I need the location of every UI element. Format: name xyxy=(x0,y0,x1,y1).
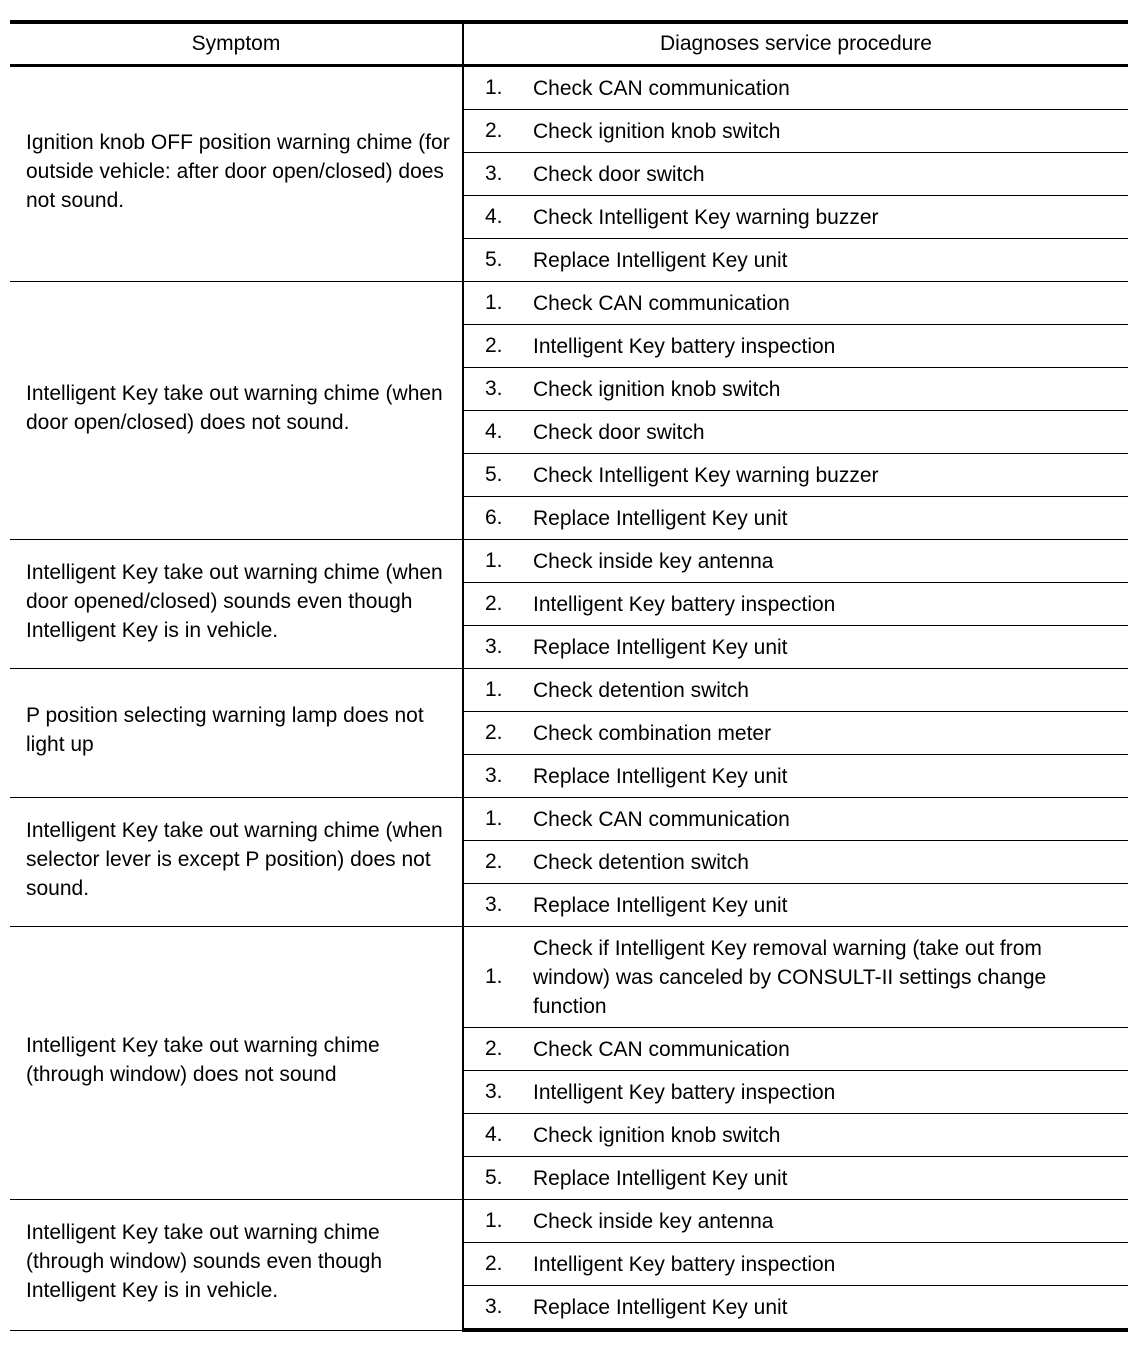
step-number: 5. xyxy=(485,1166,503,1189)
procedure-step-cell xyxy=(463,927,1128,1028)
procedure-step-cell xyxy=(463,196,1128,239)
procedure-step-cell xyxy=(463,669,1128,712)
step-text: Replace Intelligent Key unit xyxy=(533,1166,788,1190)
step-number: 2. xyxy=(485,119,503,142)
table-row xyxy=(10,1200,1128,1243)
symptom-cell: Intelligent Key take out warning chime (through window) sounds even though Intelligent Key is in vehicle. xyxy=(10,1200,463,1331)
step-number: 2. xyxy=(485,334,503,357)
step-number: 1. xyxy=(485,76,503,99)
step-text: Check inside key antenna xyxy=(533,549,774,573)
procedure-step xyxy=(464,712,1128,754)
step-text: Check CAN communication xyxy=(533,1037,790,1061)
step-number: 1. xyxy=(485,678,503,701)
procedure-step xyxy=(464,1243,1128,1285)
procedure-step xyxy=(464,153,1128,195)
step-number: 1. xyxy=(485,1209,503,1232)
step-number: 1. xyxy=(485,807,503,830)
procedure-step xyxy=(464,583,1128,625)
step-text: Intelligent Key battery inspection xyxy=(533,592,836,616)
procedure-step-cell xyxy=(463,1243,1128,1286)
step-number: 5. xyxy=(485,248,503,271)
symptom-cell: Intelligent Key take out warning chime (when door open/closed) does not sound. xyxy=(10,282,463,540)
symptom-cell: Intelligent Key take out warning chime (when door opened/closed) sounds even though Intelligent Key is in vehicle. xyxy=(10,540,463,669)
table-header-row xyxy=(10,22,1128,66)
step-number: 1. xyxy=(485,965,503,988)
step-text: Replace Intelligent Key unit xyxy=(533,248,788,272)
procedure-step-cell xyxy=(463,497,1128,540)
step-text: Check combination meter xyxy=(533,721,772,745)
procedure-step xyxy=(464,884,1128,926)
step-number: 4. xyxy=(485,205,503,228)
procedure-step xyxy=(464,1286,1128,1328)
procedure-step-cell xyxy=(463,884,1128,927)
procedure-step-cell xyxy=(463,239,1128,282)
step-number: 6. xyxy=(485,506,503,529)
step-text: Replace Intelligent Key unit xyxy=(533,893,788,917)
symptom-diagnosis-table xyxy=(10,20,1128,1332)
step-text: Check door switch xyxy=(533,420,705,444)
step-text: Replace Intelligent Key unit xyxy=(533,506,788,530)
step-text: Intelligent Key battery inspection xyxy=(533,1080,836,1104)
symptom-cell: Ignition knob OFF position warning chime (for outside vehicle: after door open/closed) does not sound. xyxy=(10,66,463,282)
step-text: Check if Intelligent Key removal warning (take out from window) was canceled by CONSULT-II settings change function xyxy=(533,936,1047,1018)
step-number: 2. xyxy=(485,1252,503,1275)
procedure-step xyxy=(464,927,1128,1027)
procedure-step-cell xyxy=(463,411,1128,454)
step-text: Check detention switch xyxy=(533,850,749,874)
step-text: Check inside key antenna xyxy=(533,1209,774,1233)
table-row xyxy=(10,66,1128,110)
procedure-step-cell xyxy=(463,583,1128,626)
procedure-step-cell xyxy=(463,712,1128,755)
symptom-cell: Intelligent Key take out warning chime (when selector lever is except P position) does not sound. xyxy=(10,798,463,927)
procedure-step-cell xyxy=(463,66,1128,110)
step-number: 2. xyxy=(485,850,503,873)
diagnosis-table-container xyxy=(10,20,1128,1332)
step-number: 1. xyxy=(485,291,503,314)
procedure-step-cell xyxy=(463,626,1128,669)
step-text: Check CAN communication xyxy=(533,807,790,831)
procedure-step xyxy=(464,325,1128,367)
procedure-step-cell xyxy=(463,540,1128,583)
table-row xyxy=(10,927,1128,1028)
procedure-step xyxy=(464,540,1128,582)
procedure-step xyxy=(464,368,1128,410)
step-number: 3. xyxy=(485,377,503,400)
procedure-step xyxy=(464,1157,1128,1199)
procedure-step-cell xyxy=(463,368,1128,411)
procedure-step xyxy=(464,282,1128,324)
procedure-step-cell xyxy=(463,841,1128,884)
table-body xyxy=(10,66,1128,1331)
step-text: Intelligent Key battery inspection xyxy=(533,334,836,358)
step-text: Check ignition knob switch xyxy=(533,119,781,143)
procedure-step-cell xyxy=(463,110,1128,153)
step-text: Check detention switch xyxy=(533,678,749,702)
step-text: Replace Intelligent Key unit xyxy=(533,764,788,788)
procedure-step xyxy=(464,239,1128,281)
table-row xyxy=(10,282,1128,325)
procedure-step-cell xyxy=(463,454,1128,497)
procedure-step-cell xyxy=(463,1114,1128,1157)
step-number: 3. xyxy=(485,1295,503,1318)
symptom-cell: P position selecting warning lamp does not light up xyxy=(10,669,463,798)
procedure-step-cell xyxy=(463,1028,1128,1071)
symptom-cell: Intelligent Key take out warning chime (through window) does not sound xyxy=(10,927,463,1200)
step-text: Check ignition knob switch xyxy=(533,1123,781,1147)
procedure-step xyxy=(464,196,1128,238)
procedure-column-header: Diagnoses service procedure xyxy=(660,32,932,55)
step-text: Check door switch xyxy=(533,162,705,186)
procedure-step xyxy=(464,411,1128,453)
procedure-step-cell xyxy=(463,153,1128,196)
symptom-column-header: Symptom xyxy=(10,22,463,66)
step-text: Check CAN communication xyxy=(533,76,790,100)
procedure-step xyxy=(464,841,1128,883)
step-text: Check CAN communication xyxy=(533,291,790,315)
step-number: 4. xyxy=(485,420,503,443)
procedure-step xyxy=(464,669,1128,711)
procedure-step xyxy=(464,1114,1128,1156)
procedure-step xyxy=(464,454,1128,496)
step-number: 3. xyxy=(485,1080,503,1103)
procedure-step-cell xyxy=(463,1286,1128,1331)
procedure-step-cell xyxy=(463,282,1128,325)
procedure-step xyxy=(464,755,1128,797)
table-row xyxy=(10,798,1128,841)
step-number: 2. xyxy=(485,592,503,615)
table-row xyxy=(10,540,1128,583)
step-text: Replace Intelligent Key unit xyxy=(533,1295,788,1319)
procedure-step xyxy=(464,1071,1128,1113)
procedure-step xyxy=(464,798,1128,840)
step-number: 3. xyxy=(485,162,503,185)
procedure-step-cell xyxy=(463,798,1128,841)
procedure-step-cell xyxy=(463,1200,1128,1243)
procedure-step xyxy=(464,1028,1128,1070)
step-text: Intelligent Key battery inspection xyxy=(533,1252,836,1276)
procedure-step-cell xyxy=(463,325,1128,368)
procedure-step xyxy=(464,626,1128,668)
procedure-step-cell xyxy=(463,755,1128,798)
table-row xyxy=(10,669,1128,712)
step-text: Check ignition knob switch xyxy=(533,377,781,401)
step-number: 3. xyxy=(485,893,503,916)
step-text: Check Intelligent Key warning buzzer xyxy=(533,205,879,229)
procedure-step xyxy=(464,1200,1128,1242)
step-number: 1. xyxy=(485,549,503,572)
step-number: 4. xyxy=(485,1123,503,1146)
step-number: 3. xyxy=(485,764,503,787)
procedure-step xyxy=(464,67,1128,109)
step-number: 5. xyxy=(485,463,503,486)
procedure-step xyxy=(464,110,1128,152)
procedure-step-cell xyxy=(463,1157,1128,1200)
procedure-step-cell xyxy=(463,1071,1128,1114)
step-text: Replace Intelligent Key unit xyxy=(533,635,788,659)
step-number: 2. xyxy=(485,1037,503,1060)
step-text: Check Intelligent Key warning buzzer xyxy=(533,463,879,487)
step-number: 3. xyxy=(485,635,503,658)
step-number: 2. xyxy=(485,721,503,744)
procedure-step xyxy=(464,497,1128,539)
